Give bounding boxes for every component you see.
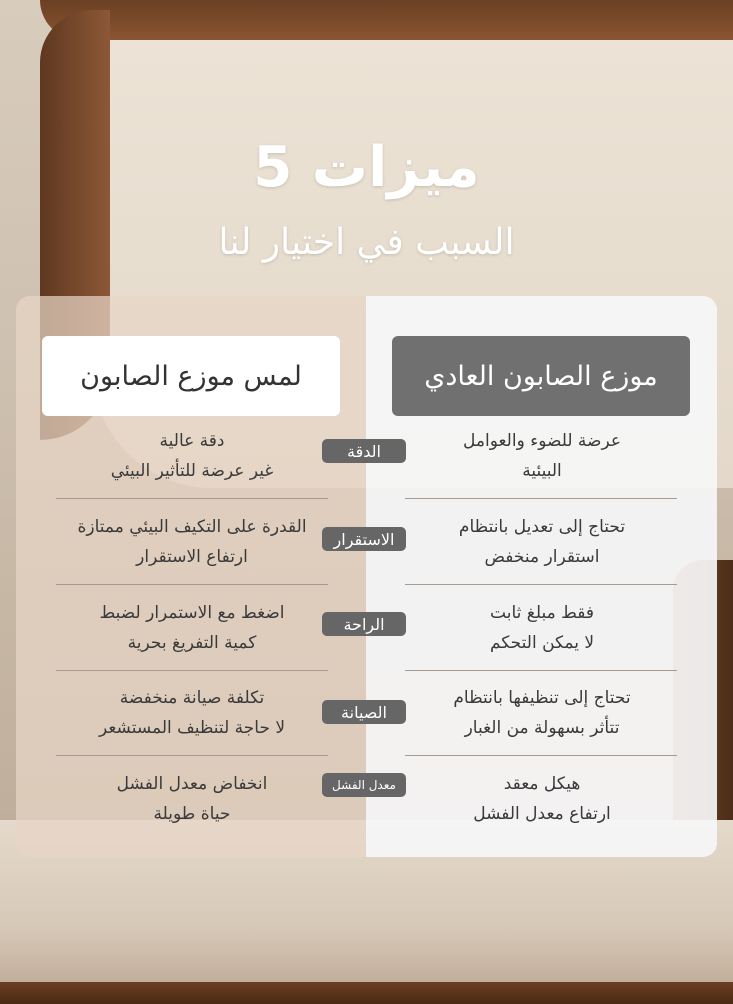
page-subtitle: السبب في اختيار لنا [218, 222, 515, 263]
category-badge-comfort: الراحة [322, 612, 406, 636]
touch-cell: تكلفة صيانة منخفضة لا حاجة لتنظيف المستشعر [98, 688, 286, 738]
regular-cell: تحتاج إلى تعديل بانتظام استقرار منخفض [458, 517, 626, 567]
comparison-panel [16, 296, 717, 857]
touch-cell: انخفاض معدل الفشل حياة طويلة [116, 774, 268, 824]
regular-cell: تحتاج إلى تنظيفها بانتظام تتأثر بسهولة من الغبار [453, 688, 631, 738]
category-badge-failure-rate: معدل الفشل [322, 773, 406, 797]
touch-cell: دقة عالية غير عرضة للتأثير البيئي [110, 431, 274, 481]
category-badge-stability: الاستقرار [322, 527, 406, 551]
regular-cell: عرضة للضوء والعوامل البيئية [463, 431, 622, 481]
touch-cell: القدرة على التكيف البيئي ممتازة ارتفاع الاستقرار [77, 517, 307, 567]
category-badge-maintenance: الصيانة [322, 700, 406, 724]
page-title: ميزات 5 [253, 135, 480, 200]
touch-cell: اضغط مع الاستمرار لضبط كمية التفريغ بحرية [99, 603, 285, 653]
regular-cell: هيكل معقد ارتفاع معدل الفشل [473, 774, 611, 824]
touch-dispenser-header: لمس موزع الصابون [42, 336, 340, 416]
regular-cell: فقط مبلغ ثابت لا يمكن التحكم [489, 603, 595, 653]
category-badge-accuracy: الدقة [322, 439, 406, 463]
regular-dispenser-header: موزع الصابون العادي [392, 336, 690, 416]
comparison-row-failure-rate [16, 756, 717, 842]
